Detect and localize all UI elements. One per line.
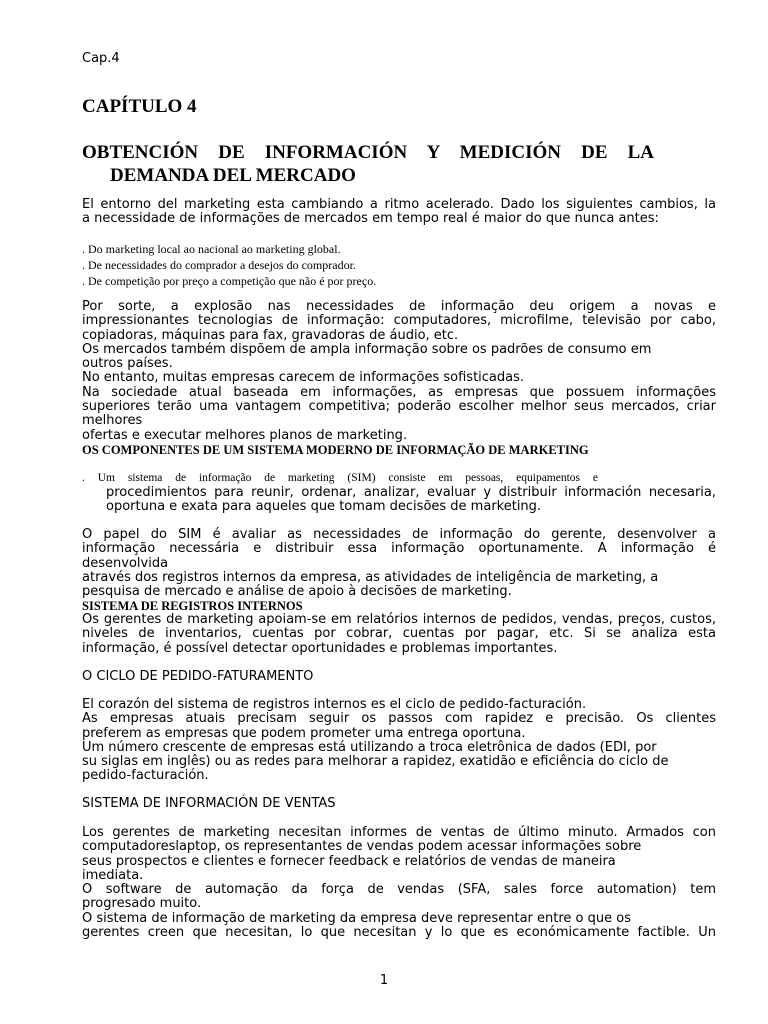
sim-definition-first-line — [82, 472, 598, 484]
text-line: Os mercados também dispõem de ampla informação sobre os padrões de consumo em — [82, 341, 652, 357]
chapter-title — [82, 141, 654, 187]
chapter-title-line-2: DEMANDA DEL MERCADO — [110, 165, 356, 186]
text-line: informação necessária e distribuir essa informação oportunamente. A informação é desenvolvida — [82, 541, 716, 571]
text-line: O software de automação da força de vendas (SFA, sales force automation) tem — [82, 882, 716, 898]
text-line: O papel do SIM é avaliar as necessidades de informação do gerente, desenvolver a — [82, 527, 716, 542]
technology-paragraph — [82, 300, 716, 443]
text-line: copiadoras, máquinas para fax, gravadoras de áudio, etc. — [82, 327, 459, 343]
text-line: preferem as empresas que podem prometer uma entrega oportuna. — [82, 725, 526, 741]
list-item: . Do marketing local ao nacional ao marketing global. — [82, 242, 341, 256]
text-line: niveles de inventarios, cuentas por cobrar, cuentas por pagar, etc. Si se analiza esta — [82, 626, 716, 642]
text-line: As empresas atuais precisam seguir os passos com rapidez e precisão. Os clientes — [82, 711, 716, 727]
text-line: gerentes creen que necesitan, lo que necesitan y lo que es económicamente factible. Un — [82, 925, 716, 941]
text-line: Por sorte, a explosão nas necessidades de informação deu origem a novas e — [82, 299, 716, 314]
text-line: No entanto, muitas empresas carecem de informações sofisticadas. — [82, 370, 525, 386]
text-line: outros países. — [82, 356, 173, 372]
text-line: El entorno del marketing esta cambiando a ritmo acelerado. Dado los siguientes cambios, la — [82, 197, 716, 212]
intro-paragraph — [82, 198, 716, 227]
text-line: su siglas em inglês) ou as redes para melhorar a rapidez, exatidão e eficiência do ciclo de — [82, 754, 669, 770]
text-line: a necessidade de informações de mercados em tempo real é maior do que nunca antes: — [82, 211, 659, 227]
text-line: seus prospectos e clientes e fornecer feedback e relatórios de vendas de maneira — [82, 853, 616, 869]
text-line: oportuna e exata para aqueles que tomam decisões de marketing. — [106, 499, 542, 515]
text-line: ofertas e executar melhores planos de marketing. — [82, 427, 408, 443]
text-line: superiores terão uma vantagem competitiva; poderão escolher melhor seus mercados, criar melhores — [82, 399, 716, 429]
order-cycle-heading: O CICLO DE PEDIDO-FATURAMENTO — [82, 669, 314, 684]
text-line: procedimientos para reunir, ordenar, analizar, evaluar y distribuir información necesaria, — [106, 485, 716, 500]
sim-definition — [82, 486, 716, 515]
text-line: computadoreslaptop, os representantes de vendas podem acessar informações sobre — [82, 839, 642, 855]
changes-list — [82, 241, 716, 289]
text-line: Los gerentes de marketing necesitan informes de ventas de último minuto. Armados con — [82, 825, 716, 840]
text-line: Os gerentes de marketing apoiam-se em relatórios internos de pedidos, vendas, preços, custos, — [82, 612, 716, 627]
text-line: progresado muito. — [82, 896, 202, 912]
internal-records-heading: SISTEMA DE REGISTROS INTERNOS — [82, 599, 303, 613]
chapter-number: CAPÍTULO 4 — [82, 96, 197, 117]
text-line: através dos registros internos da empresa, as atividades de inteligência de marketing, a — [82, 569, 659, 585]
text-line: imediata. — [82, 867, 144, 883]
order-cycle-paragraph — [82, 698, 716, 784]
page-number: 1 — [379, 973, 389, 988]
list-item: . De necessidades do comprador a desejos do comprador. — [82, 258, 356, 272]
components-heading: OS COMPONENTES DE UM SISTEMA MODERNO DE INFORMAÇÃO DE MARKETING — [82, 443, 589, 457]
text-line: impressionantes tecnologias de informação: computadores, microfilme, televisão por cabo, — [82, 313, 716, 329]
text-line: . Um sistema de informação de marketing (SIM) consiste em pessoas, equipamentos e — [82, 472, 598, 484]
internal-records-paragraph — [82, 613, 716, 656]
running-head: Cap.4 — [82, 51, 120, 66]
text-line: Na sociedade atual baseada em informações, as empresas que possuem informações — [82, 384, 716, 400]
sim-role-paragraph — [82, 528, 716, 599]
chapter-title-line-1: OBTENCIÓN DE INFORMACIÓN Y MEDICIÓN DE LA — [82, 142, 654, 163]
text-line: El corazón del sistema de registros internos es el ciclo de pedido-facturación. — [82, 697, 587, 712]
text-line: pedido-facturación. — [82, 768, 209, 784]
text-line: O sistema de informação de marketing da empresa deve representar entre o que os — [82, 910, 631, 926]
text-line: informação, é possível detectar oportunidades e problemas importantes. — [82, 640, 558, 656]
sales-info-heading: SISTEMA DE INFORMACIÓN DE VENTAS — [82, 796, 336, 811]
text-line: Um número crescente de empresas está utilizando a troca eletrônica de dados (EDI, por — [82, 739, 657, 755]
list-item: . De competição por preço a competição que não é por preço. — [82, 274, 377, 288]
text-line: pesquisa de mercado e análise de apoio à decisões de marketing. — [82, 584, 512, 600]
sales-info-paragraph — [82, 826, 716, 940]
